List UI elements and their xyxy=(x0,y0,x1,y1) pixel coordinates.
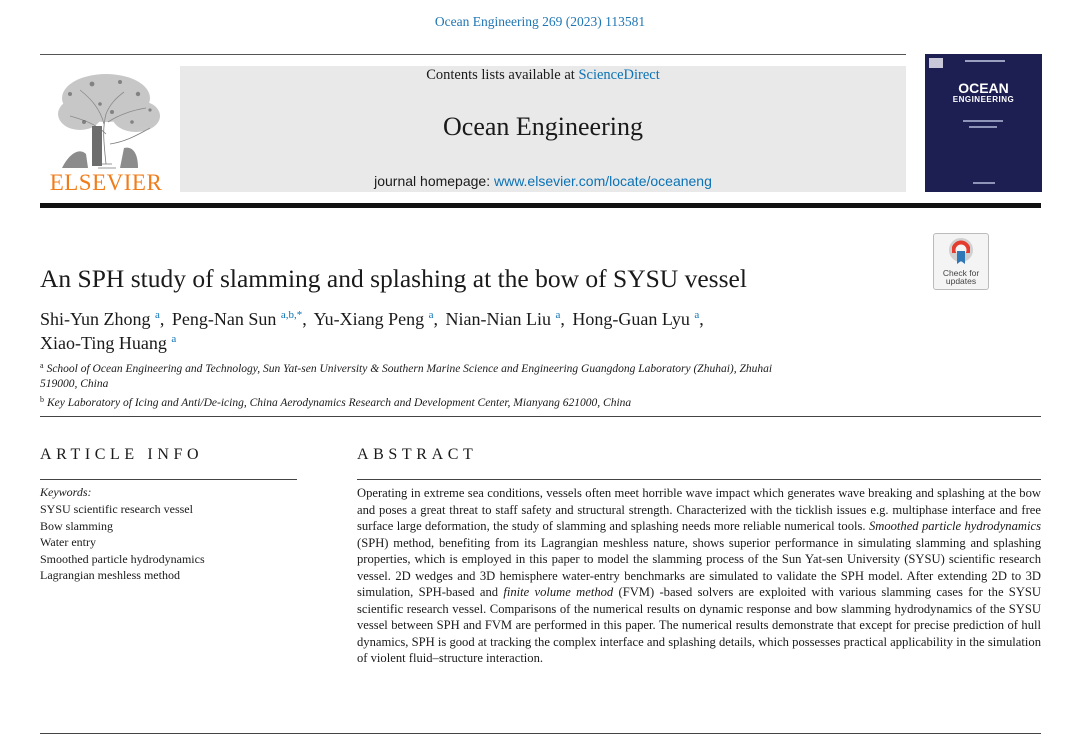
cover-issn-line xyxy=(965,60,1005,62)
keyword-item[interactable]: Water entry xyxy=(40,535,97,549)
keyword-item[interactable]: Lagrangian meshless method xyxy=(40,568,180,582)
footer-divider xyxy=(40,733,1041,734)
contents-line xyxy=(180,67,906,84)
cover-detail-line xyxy=(969,126,997,128)
check-for-updates-line1: Check for xyxy=(942,268,980,278)
keyword-item[interactable]: SYSU scientific research vessel xyxy=(40,502,193,516)
article-info-divider xyxy=(40,479,297,480)
affiliation-text: Key Laboratory of Icing and Anti/De-icing, China Aerodynamics Research and Development Center, Mianyang 621000, China xyxy=(47,397,632,409)
abstract-body xyxy=(357,485,1041,667)
author-affiliation-mark[interactable]: a xyxy=(694,309,700,321)
author-list: Shi-Yun Zhong $^a$, Peng-Nan Sun $^{a,b,*}$, Yu-Xiang Peng $^a$, Nian-Nian Liu $^a$, Hong-Guan Lyu $^a$, Xiao-Ting Huang $^a$ xyxy=(40,309,704,353)
cover-subtitle: ENGINEERING xyxy=(952,95,1015,104)
cover-footer-line xyxy=(973,182,995,184)
article-title: An SPH study of slamming and splashing at the bow of SYSU vessel xyxy=(40,264,747,293)
author-name[interactable]: Nian-Nian Liu xyxy=(445,309,551,329)
elsevier-wordmark: ELSEVIER xyxy=(49,170,163,195)
journal-reference[interactable]: Ocean Engineering 269 (2023) 113581 xyxy=(434,14,646,29)
affiliation-mark: a xyxy=(40,361,44,370)
top-divider xyxy=(40,54,906,55)
affiliation-mark: b xyxy=(40,395,44,404)
journal-homepage-line xyxy=(180,173,906,189)
author-affiliation-mark[interactable]: a xyxy=(555,309,561,321)
author-affiliation-mark[interactable]: a xyxy=(428,309,434,321)
abstract-emphasis: finite volume method xyxy=(503,585,614,599)
contents-prefix: Contents lists available at xyxy=(426,67,579,83)
article-info-heading: ARTICLE INFO xyxy=(40,446,204,463)
journal-title: Ocean Engineering xyxy=(443,112,643,141)
affiliation-a xyxy=(40,362,800,392)
journal-cover-thumbnail[interactable] xyxy=(925,54,1042,192)
abstract-text: (SPH) method, benefiting from its Lagrangian meshless nature, shows superior performance in simulating slamming and splashing properties, which is employed in this paper to model the slamming process of the Sun Yat-sen University (SYSU) scientific research vessel. 2D wedges and 3D hemisphere water-entry benchmarks are simulated to validate the SPH model. After extending 2D to 3D simulation, SPH-based and xyxy=(357,535,1041,599)
check-for-updates-label xyxy=(934,269,988,285)
author-name[interactable]: Shi-Yun Zhong xyxy=(40,309,151,329)
cover-publisher-mark xyxy=(929,58,943,68)
homepage-prefix: journal homepage: xyxy=(374,173,494,189)
journal-homepage-link[interactable]: www.elsevier.com/locate/oceaneng xyxy=(493,173,712,189)
author-affiliation-mark[interactable]: a xyxy=(171,333,177,345)
abstract-heading: ABSTRACT xyxy=(357,446,478,463)
cover-title: OCEAN xyxy=(958,80,1009,96)
keyword-item[interactable]: Bow slamming xyxy=(40,518,114,533)
author-name[interactable]: Peng-Nan Sun xyxy=(171,309,277,329)
author-name[interactable]: Yu-Xiang Peng xyxy=(313,309,425,329)
author-affiliation-mark[interactable]: a,b,* xyxy=(280,309,303,321)
crossmark-icon xyxy=(948,237,974,267)
sciencedirect-link[interactable]: ScienceDirect xyxy=(578,67,660,83)
keyword-item[interactable]: Smoothed particle hydrodynamics xyxy=(40,551,205,566)
keywords-list xyxy=(40,501,300,584)
header-thick-divider xyxy=(40,203,1041,208)
author-name[interactable]: Xiao-Ting Huang xyxy=(40,333,167,353)
abstract-text: Operating in extreme sea conditions, vessels often meet horrible wave impact which generates wave breaking and splashing at the bow and poses a great threat to staff safety and structural strength. Characterized with the ticklish issues e.g. multiphase interface and free surface large deformation, the study of slamming and splashing needs more reliable numerical tools. xyxy=(357,486,1041,533)
affiliation-text: School of Ocean Engineering and Technology, Sun Yat-sen University & Southern Marine Science and Engineering Guangdong Laboratory (Zhuhai), Zhuhai 519000, China xyxy=(40,363,773,390)
keywords-label: Keywords: xyxy=(40,485,92,499)
check-for-updates-badge[interactable] xyxy=(933,233,989,290)
author-name[interactable]: Hong-Guan Lyu xyxy=(572,309,690,329)
abstract-text: (FVM) -based solvers are exploited with various slamming cases for the SYSU scientific research vessel. Comparisons of the numerical results on dynamic response and bow slamming hydrodynamics of the SYSU vessel between SPH and FVM are performed in this paper. The numerical results demonstrate that except for precise prediction of hull dynamics, SPH is good at tracking the complex interface and splashing details, which possesses practical applicability in the simulation of violent fluid–structure interaction. xyxy=(357,585,1042,665)
cover-detail-line xyxy=(963,120,1003,122)
abstract-emphasis: Smoothed particle hydrodynamics xyxy=(868,519,1041,533)
section-divider xyxy=(40,416,1041,417)
affiliation-b xyxy=(40,396,940,411)
abstract-divider xyxy=(357,479,1041,480)
check-for-updates-line2: updates xyxy=(945,276,977,286)
author-affiliation-mark[interactable]: a xyxy=(155,309,160,321)
